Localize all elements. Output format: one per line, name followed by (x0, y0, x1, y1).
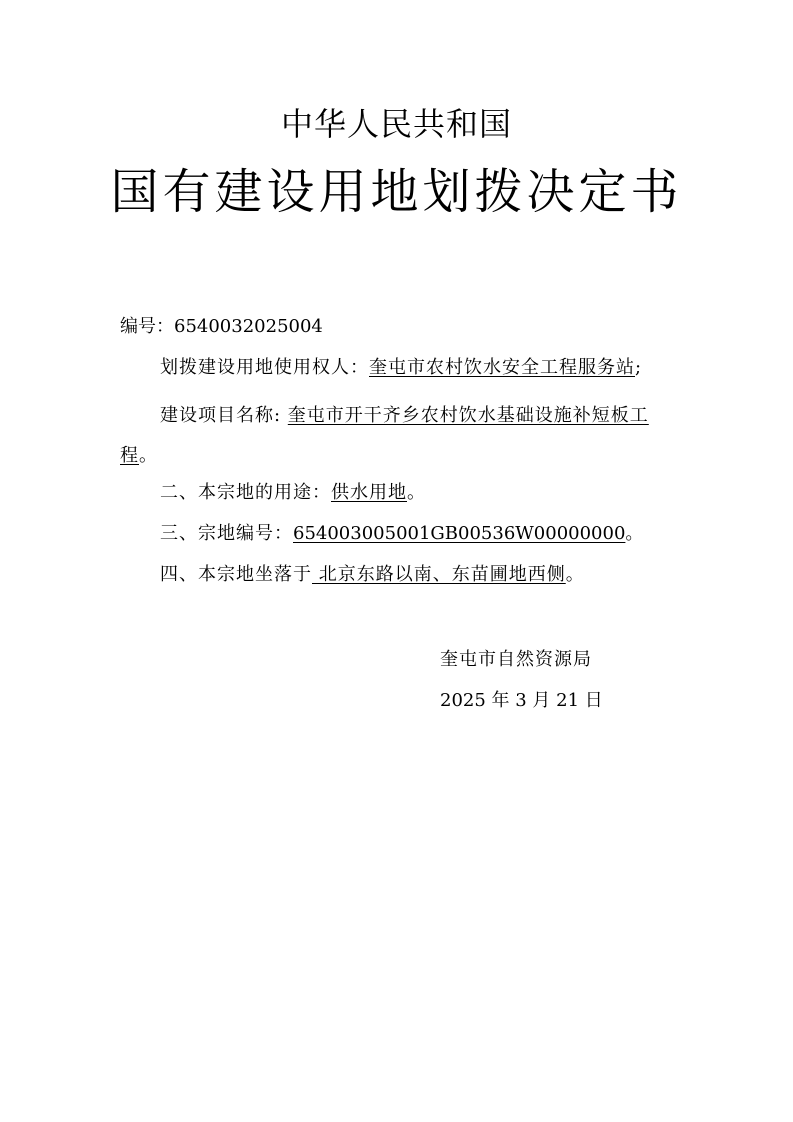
project-name-label: 建设项目名称: (160, 405, 288, 426)
land-user-label: 划拨建设用地使用权人： (160, 357, 369, 378)
parcel-number-value: 654003005001GB00536W00000000 (293, 523, 626, 544)
land-usage-value: 供水用地 (331, 482, 407, 503)
land-usage-suffix: 。 (407, 482, 426, 503)
issue-date: 2025 年 3 月 21 日 (440, 690, 603, 711)
land-user-value: 奎屯市农村饮水安全工程服务站 (369, 357, 635, 378)
project-name-line (120, 396, 680, 476)
country-heading: 中华人民共和国 (280, 105, 512, 143)
location-value: 北京东路以南、东苗圃地西侧 (312, 564, 566, 585)
parcel-number-label: 三、宗地编号： (160, 523, 293, 544)
document-title: 国有建设用地划拨决定书 (110, 164, 683, 220)
parcel-number-line (160, 521, 644, 547)
land-user-line (160, 355, 642, 381)
issuing-authority: 奎屯市自然资源局 (440, 649, 592, 670)
land-user-suffix: ; (635, 357, 643, 378)
land-usage-line (160, 480, 426, 506)
parcel-number-suffix: 。 (625, 523, 645, 544)
land-usage-label: 二、本宗地的用途： (160, 482, 331, 503)
document-number (120, 314, 323, 340)
project-name-suffix: 。 (139, 445, 158, 466)
document-number-label: 编号： (120, 316, 174, 337)
location-label: 四、本宗地坐落于 (160, 564, 312, 585)
location-line (160, 562, 585, 588)
project-name-value: 奎屯市开干齐乡农村饮水基础设施补短板工程 (120, 405, 649, 466)
document-number-value: 6540032025004 (174, 316, 323, 337)
location-suffix: 。 (565, 564, 585, 585)
